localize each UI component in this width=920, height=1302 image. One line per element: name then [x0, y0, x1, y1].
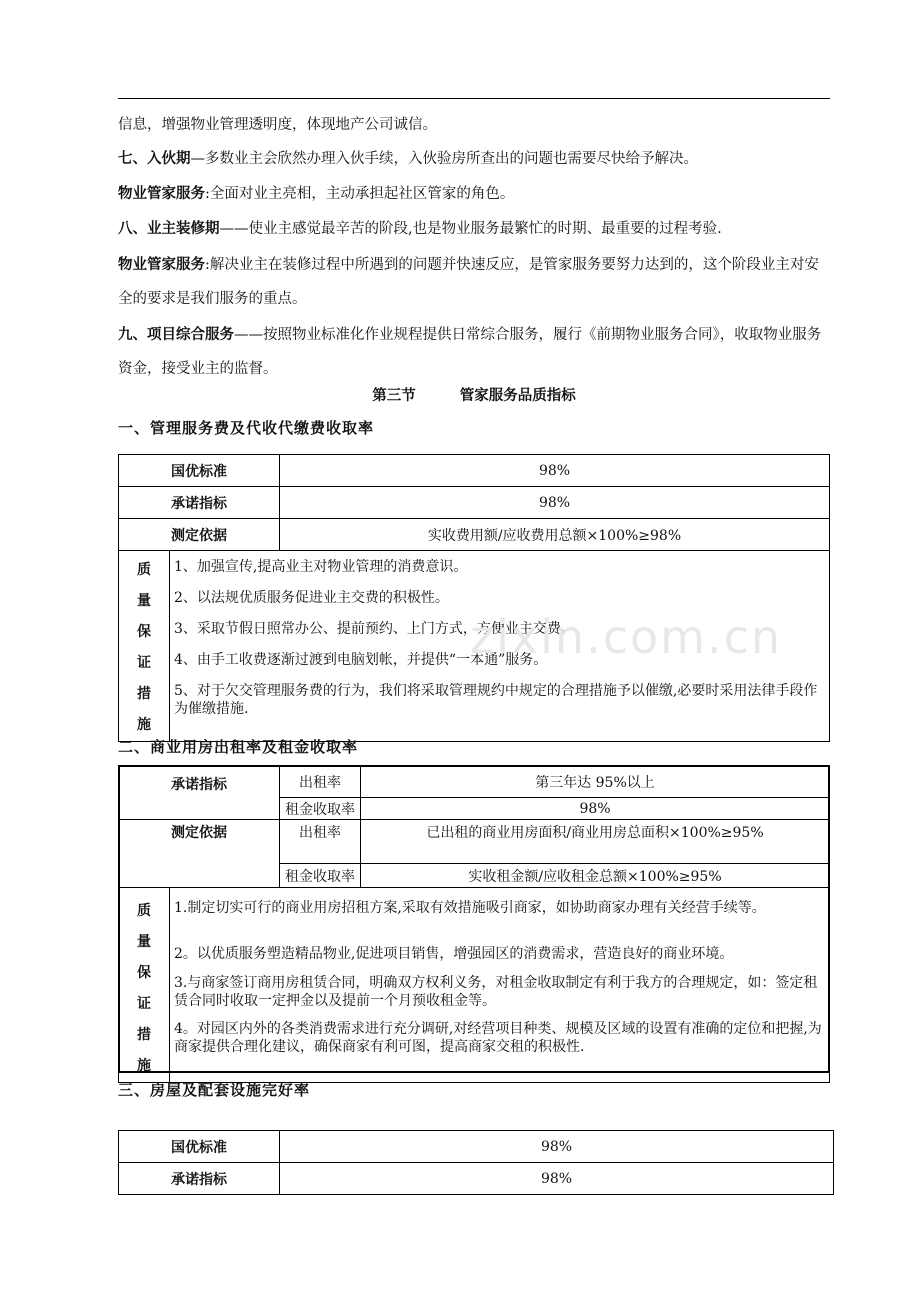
item-head: 物业管家服务: [118, 185, 205, 202]
measure-item: 2。以优质服务塑造精品物业,促进项目销售，增强园区的消费需求，营造良好的商业环境。: [174, 946, 734, 962]
row-label: 承诺指标: [119, 487, 280, 519]
item-move-in: [118, 142, 830, 176]
item-butler-2: [118, 248, 830, 316]
item-body: :解决业主在装修过程中所遇到的问题并快速反应，是管家服务要努力达到的，这个阶段业主对安全的要求是我们服务的重点。: [118, 257, 819, 307]
item-butler-1: [118, 177, 830, 211]
watermark-text: zixin.com.cn: [470, 610, 783, 664]
row-value: 98%: [280, 455, 830, 487]
table-row: [119, 1163, 834, 1195]
item-service: [118, 318, 830, 386]
item-renovation: [118, 212, 830, 246]
row-label: 国优标准: [119, 455, 280, 487]
section2-title: 二、商业用房出租率及租金收取率: [118, 738, 359, 756]
basis-collect-value: 实收租金额/应收租金总额×100%≥95%: [361, 864, 830, 888]
measure-item: 5、对于欠交管理服务费的行为，我们将采取管理规约中规定的合理措施予以催缴,必要时采用法律手段作为催缴措施.: [174, 683, 818, 717]
basis-rent-value: 已出租的商业用房面积/商业用房总面积×100%≥95%: [361, 820, 830, 864]
collect-rate-label: 租金收取率: [280, 864, 361, 888]
measure-item: 3、采取节假日照常办公、提前预约、上门方式，方便业主交费。: [174, 621, 575, 637]
table-row: [119, 1131, 834, 1163]
measure-item: 1、加强宣传,提高业主对物业管理的消费意识。: [174, 559, 468, 575]
table-row: [119, 519, 830, 551]
item-body: —多数业主会欣然办理入伙手续，入伙验房所查出的问题也需要尽快给予解决。: [190, 151, 698, 167]
item-head: 物业管家服务: [118, 256, 205, 273]
chapter-title: [118, 382, 830, 410]
quality-row: [119, 888, 830, 1083]
table-row: [119, 766, 830, 798]
measure-item: 1.制定切实可行的商业用房招租方案,采取有效措施吸引商家，如协助商家办理有关经营手续等。: [174, 900, 766, 916]
measure-item: 4。对园区内外的各类消费需求进行充分调研,对经营项目种类、规模及区域的设置有准确的定位和把握,为商家提供合理化建议，确保商家有利可图，提高商家交租的积极性.: [174, 1021, 822, 1055]
row-value: 实收费用额/应收费用总额×100%≥98%: [280, 519, 830, 551]
intro-line: 信息，增强物业管理透明度，体现地产公司诚信。: [118, 117, 437, 133]
item-body: :全面对业主亮相，主动承担起社区管家的角色。: [205, 186, 515, 202]
item-body: ——按照物业标准化作业规程提供日常综合服务，履行《前期物业服务合同》，收取物业服务资金，接受业主的监督。: [118, 327, 822, 377]
item-head: 八、业主装修期: [118, 220, 220, 237]
row-label: 承诺指标: [119, 1163, 280, 1195]
item-head: 七、入伙期: [118, 150, 191, 167]
collect-rate-label: 租金收取率: [280, 798, 361, 820]
rent-rate-label: 出租率: [280, 820, 361, 864]
section1-title: 一、管理服务费及代收代缴费收取率: [118, 419, 375, 437]
rent-rate-label: 出租率: [280, 766, 361, 798]
promise-label: 承诺指标: [119, 766, 280, 820]
row-label: 测定依据: [119, 519, 280, 551]
section3-title: 三、房屋及配套设施完好率: [118, 1081, 311, 1099]
table-row: [119, 455, 830, 487]
table-row: [119, 820, 830, 864]
measure-item: 4、由手工收费逐渐过渡到电脑划帐，并提供“一本通”服务。: [174, 652, 548, 668]
section2-table: [118, 765, 830, 1083]
measure-item: 2、以法规优质服务促进业主交费的积极性。: [174, 590, 449, 606]
quality-label: 质 量 保 证 措 施: [119, 888, 170, 1082]
header-rule: [118, 98, 830, 99]
row-value: 98%: [280, 1163, 834, 1195]
row-label: 国优标准: [119, 1131, 280, 1163]
quality-label: 质 量 保 证 措 施: [119, 551, 170, 741]
chapter-name: 管家服务品质指标: [459, 387, 576, 404]
chapter-number: 第三节: [372, 387, 416, 404]
row-value: 98%: [280, 487, 830, 519]
promise-rent-value: 第三年达 95%以上: [361, 766, 830, 798]
item-body: ——使业主感觉最辛苦的阶段,也是物业服务最繁忙的时期、最重要的过程考验.: [219, 221, 722, 237]
section3-table: [118, 1130, 834, 1195]
promise-collect-value: 98%: [361, 798, 830, 820]
measure-item: 3.与商家签订商用房租赁合同，明确双方权利义务，对租金收取制定有利于我方的合理规定，如：签定租赁合同时收取一定押金以及提前一个月预收租金等。: [174, 975, 818, 1009]
row-value: 98%: [280, 1131, 834, 1163]
section1-table: [118, 454, 830, 742]
item-head: 九、项目综合服务: [118, 326, 234, 343]
basis-label: 测定依据: [119, 820, 280, 888]
table-row: [119, 487, 830, 519]
